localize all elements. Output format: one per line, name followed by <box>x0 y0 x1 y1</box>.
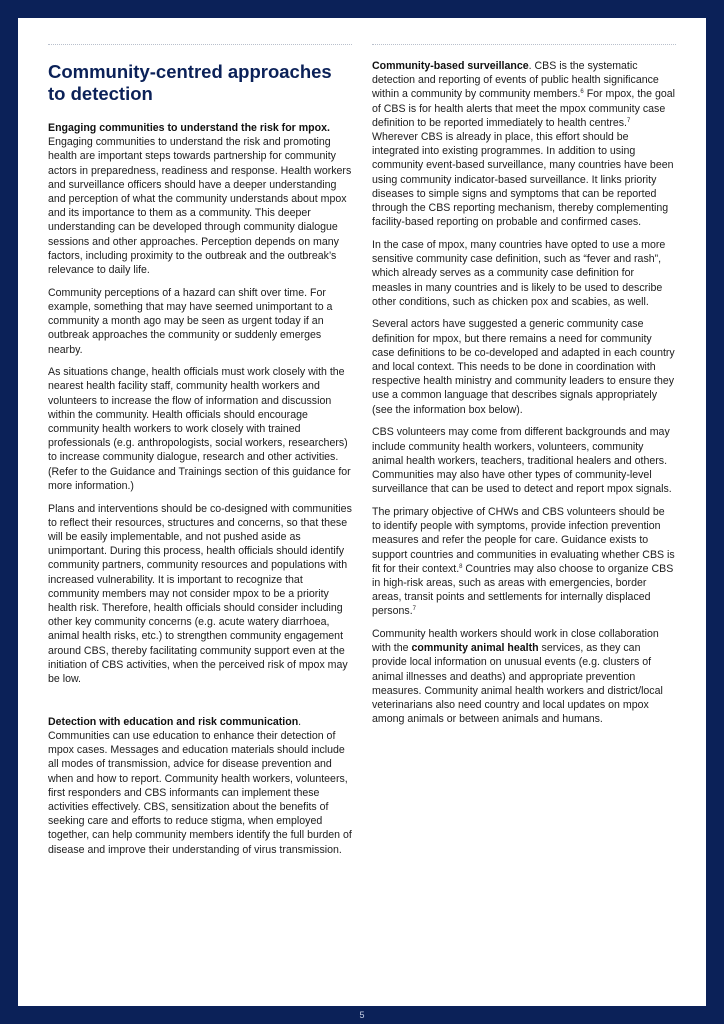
plans-paragraph: Plans and interventions should be co-designed with communities to reflect their resources, structures and concerns, so that these will be easily implementable, and not pushed aside as unimportant. During this process, health officials should identify community partners, community resources and populations with increased vulnerability. It is important to recognize that community members may not consider mpox to be a priority health risk. Therefore, health officials should consider including other key community concerns (e.g. acute watery diarrhoea, animal health risks, etc.) to strengthen community engagement around CBS, thereby facilitating community support even at the initiation of CBS activities, when the perceived risk of mpox may be low. <box>48 502 352 686</box>
top-divider <box>48 44 352 45</box>
detection-paragraph: Detection with education and risk communication. Communities can use education to enhance their detection of mpox cases. Messages and education materials should include all modes of transmission, advice for disease prevention and when and how to report. Community health workers, volunteers, first responders and CBS informants can implement these activities effectively. CBS, sensitization about the benefits of seeking care and efforts to reduce stigma, when employed together, can help community members identify the full burden of disease and improve their understanding of virus transmission. <box>48 715 352 856</box>
cbs-paragraph: Community-based surveillance. CBS is the systematic detection and reporting of events of public health significance within a community by community members.$^6$ For mpox, the goal of CBS is for health alerts that meet the mpox community case definition to be reported immediately to health centres.$^7$ Wherever CBS is already in place, this effort should be integrated into existing programmes. In addition to using community event-based surveillance, many countries have been using community indicator-based surveillance. It links priority diseases to simple signs and symptoms that can be reported through the CBS reporting mechanism, thereby complementing facility-based reporting on probable and confirmed cases. <box>372 60 676 229</box>
engaging-paragraph: Engaging communities to understand the risk for mpox. Engaging communities to understand the risk and promoting health are important steps towards partnership for community actors in preparedness, readiness and response. Health workers and surveillance officers should have a deeper understanding and perception of what the community understands about mpox and its importance to them as a community. This deeper understanding can be developed through community dialogue sessions and other approaches. Perception depends on many factors, including proximity to the outbreak and the outbreak’s relevance to daily life. <box>48 122 352 277</box>
animal-health-emphasis: community animal health <box>411 642 539 655</box>
left-column <box>48 44 352 865</box>
cbs-heading: Community-based surveillance <box>372 60 529 72</box>
objective-paragraph: The primary objective of CHWs and CBS volunteers should be to identify people with symptoms, provide infection prevention measures and refer the people for care. Guidance exists to support countries and communities in evaluating whether CBS is fit for their context.$^8$ Countries may also choose to organize CBS in high-risk areas, such as areas with emergencies, border areas, transit points and settlements for internally displaced persons.$^7$ <box>372 505 675 618</box>
generic-definition-paragraph: Several actors have suggested a generic community case definition for mpox, but there remains a need for community case definitions to be co-developed and adapted in each country and local context. This needs to be done in coordination with respective health ministry and community leaders to ensure they use a common language that describes signals appropriately (see the information box below). <box>372 318 675 416</box>
reference-mark: 7 <box>412 606 416 613</box>
perceptions-paragraph: Community perceptions of a hazard can shift over time. For example, something that may have seemed unimportant to a community a month ago may be seen as urgent today if an outbreak approaches the community or suddenly emerges nearby. <box>48 286 333 356</box>
reference-mark: 6 <box>580 89 584 96</box>
volunteers-paragraph: CBS volunteers may come from different backgrounds and may include community health workers, volunteers, community animal health workers, teachers, traditional healers and others. Communities may also have other types of community-level surveillance that can be used to detect and report mpox signals. <box>372 426 672 496</box>
right-column <box>372 44 676 735</box>
reference-mark: 7 <box>627 117 631 124</box>
reference-mark: 8 <box>459 563 463 570</box>
collaboration-paragraph: Community health workers should work in close collaboration with the community animal health services, as they can provide local information on unusual events (e.g. clusters of animal illnesses and deaths) and appropriate prevention measures. Community animal health workers and district/local veterinarians also need country and local updates on mpox among animals or between animals and humans. <box>372 628 663 726</box>
situations-paragraph: As situations change, health officials must work closely with the nearest health facility staff, community health workers and volunteers to increase the flow of information and discussion within the community. Health officials should encourage community health workers to work closely with trained professionals (e.g. anthropologists, social workers, researchers) to increase community dialogue, research and other activities. (Refer to the Guidance and Trainings section of this guidance for more information.) <box>48 366 351 492</box>
document-page <box>18 18 706 1006</box>
engaging-heading: Engaging communities to understand the risk for mpox. <box>48 122 330 134</box>
detection-heading: Detection with education and risk communication <box>48 715 299 728</box>
page-number: 5 <box>359 1010 365 1020</box>
top-divider-right <box>372 44 676 45</box>
section-title: Community-centred approaches to detection <box>48 61 332 104</box>
case-definition-paragraph: In the case of mpox, many countries have opted to use a more sensitive community case definition, such as “fever and rash”, which already serves as a community case definition for measles in many countries and is likely to be used to describe other conditions, such as chicken pox and scabies, as well. <box>372 238 666 308</box>
